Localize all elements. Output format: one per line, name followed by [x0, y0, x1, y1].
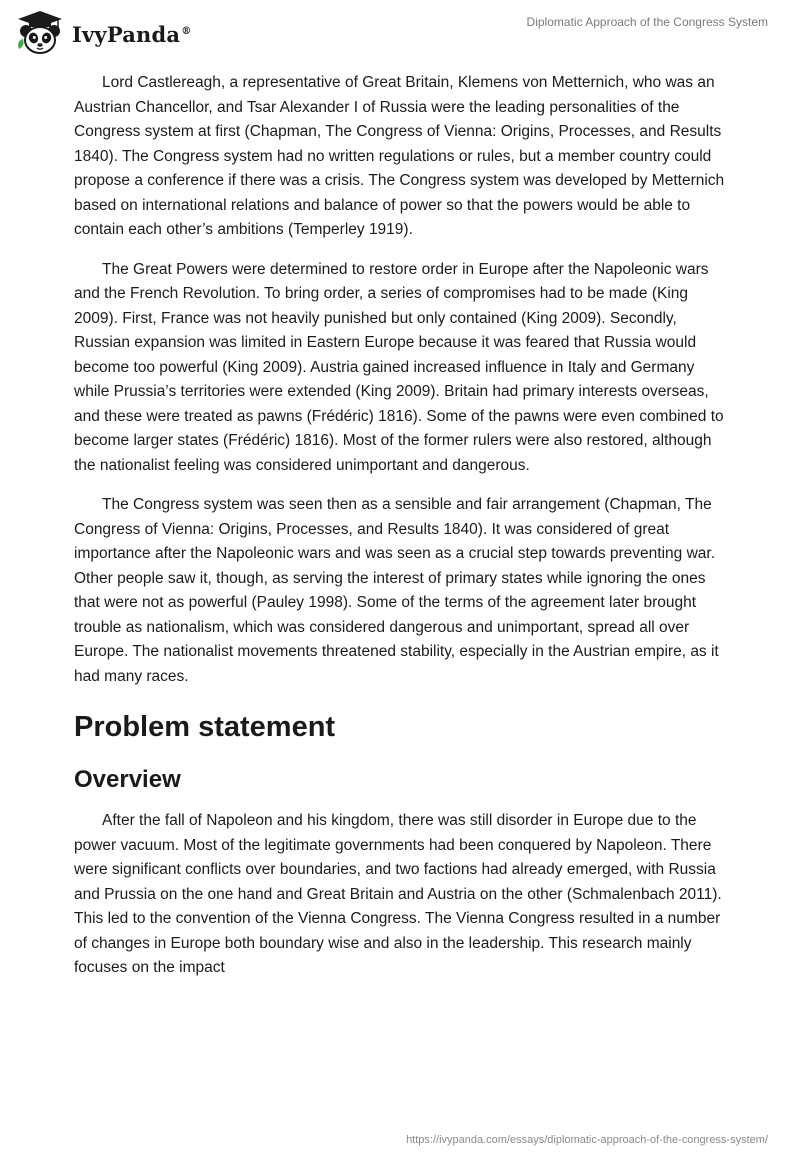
heading-problem-statement: Problem statement — [74, 711, 336, 743]
heading-overview: Overview — [74, 766, 181, 793]
paragraph-overview: After the fall of Napoleon and his kingdom, there was still disorder in Europe due to the power vacuum. Most of the legitimate governments had been conquered by Napoleon. There were significant conflicts over boundaries, and two factions had already emerged, with Russia and Prussia on the one hand and Great Britain and Austria on the other (Schmalenbach 2011). This led to the convention of the Vienna Congress. The Vienna Congress resulted in a number of changes in Europe both boundary wise and also in the leadership. This research mainly focuses on the impact — [74, 812, 722, 976]
paragraph-great-powers: The Great Powers were determined to restore order in Europe after the Napoleonic wars and the French Revolution. To bring order, a series of compromises had to be made (King 2009). First, France was not heavily punished but only contained (King 2009). Secondly, Russian expansion was limited in Eastern Europe because it was feared that Russia would become too powerful (King 2009). Austria gained increased influence in Italy and Germany while Prussia’s territories were extended (King 2009). Britain had primary interests overseas, and these were treated as pawns (Frédéric) 1816). Some of the pawns were even combined to become larger states (Frédéric) 1816). Most of the former rulers were also restored, although the nationalist feeling was considered unimportant and dangerous. — [74, 260, 724, 474]
document-title: Diplomatic Approach of the Congress System — [526, 15, 768, 29]
brand-name: IvyPanda® — [72, 21, 192, 47]
ivypanda-logo[interactable] — [14, 9, 191, 55]
registered-mark: ® — [181, 25, 192, 37]
paragraph-congress-leaders: Lord Castlereagh, a representative of Great Britain, Klemens von Metternich, who was an Austrian Chancellor, and Tsar Alexander I of Russia were the leading personalities of the Congress system at first (Chapman, The Congress of Vienna: Origins, Processes, and Results 1840). The Congress system had no written regulations or rules, but a member country could propose a conference if there was a crisis. The Congress system was developed by Metternich based on international relations and balance of power so that the powers would be able to contain each other’s ambitions (Temperley 1919). — [74, 74, 725, 238]
source-url-link[interactable]: https://ivypanda.com/essays/diplomatic-approach-of-the-congress-system/ — [406, 1134, 768, 1146]
page-header — [0, 0, 800, 70]
panda-graduate-icon — [14, 9, 66, 55]
paragraph-congress-perception: The Congress system was seen then as a sensible and fair arrangement (Chapman, The Congress of Vienna: Origins, Processes, and Results 1840). It was considered of great importance after the Napoleonic wars and was seen as a crucial step towards preventing war. Other people saw it, though, as serving the interest of primary states while ignoring the ones that were not as powerful (Pauley 1998). Some of the terms of the agreement later brought trouble as nationalism, which was considered dangerous and unimportant, spread all over Europe. The nationalist movements threatened stability, especially in the Austrian empire, as it had many races. — [74, 496, 719, 685]
essay-body — [74, 71, 730, 996]
